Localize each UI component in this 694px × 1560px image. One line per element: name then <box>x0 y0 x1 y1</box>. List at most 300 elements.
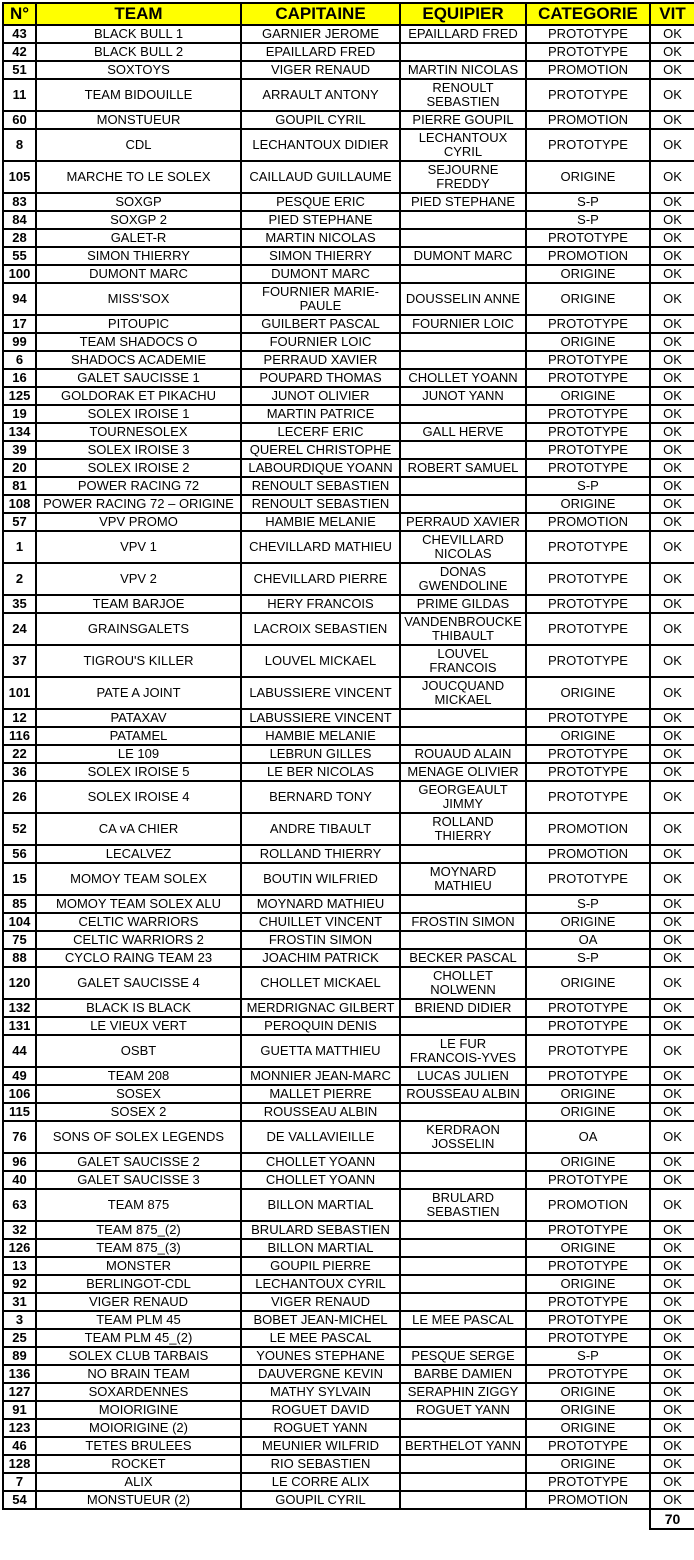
cell-vit: OK <box>650 423 694 441</box>
cell-team: TEAM 875_(2) <box>36 1221 241 1239</box>
table-row <box>3 1221 694 1239</box>
table-row <box>3 763 694 781</box>
cell-captain: RIO SEBASTIEN <box>241 1455 400 1473</box>
cell-teammate <box>400 1153 526 1171</box>
cell-category: PROTOTYPE <box>526 1473 650 1491</box>
cell-team: LE VIEUX VERT <box>36 1017 241 1035</box>
cell-captain: DUMONT MARC <box>241 265 400 283</box>
cell-num: 123 <box>3 1419 36 1437</box>
cell-vit: OK <box>650 563 694 595</box>
cell-category: PROTOTYPE <box>526 1329 650 1347</box>
cell-vit: OK <box>650 845 694 863</box>
cell-team: PITOUPIC <box>36 315 241 333</box>
cell-vit: OK <box>650 1189 694 1221</box>
cell-team: GALET SAUCISSE 3 <box>36 1171 241 1189</box>
cell-num: 44 <box>3 1035 36 1067</box>
cell-vit: OK <box>650 265 694 283</box>
cell-category: PROTOTYPE <box>526 43 650 61</box>
table-row <box>3 1437 694 1455</box>
cell-captain: BILLON MARTIAL <box>241 1239 400 1257</box>
cell-teammate: MOYNARD MATHIEU <box>400 863 526 895</box>
cell-category: ORIGINE <box>526 967 650 999</box>
cell-captain: ROUSSEAU ALBIN <box>241 1103 400 1121</box>
cell-teammate <box>400 211 526 229</box>
cell-num: 88 <box>3 949 36 967</box>
cell-teammate <box>400 1491 526 1509</box>
table-row <box>3 1189 694 1221</box>
cell-vit: OK <box>650 677 694 709</box>
cell-num: 6 <box>3 351 36 369</box>
cell-num: 120 <box>3 967 36 999</box>
table-row <box>3 43 694 61</box>
cell-category: ORIGINE <box>526 1085 650 1103</box>
cell-teammate <box>400 1329 526 1347</box>
cell-category: PROMOTION <box>526 813 650 845</box>
table-row <box>3 1103 694 1121</box>
table-row <box>3 387 694 405</box>
cell-vit: OK <box>650 43 694 61</box>
cell-vit: OK <box>650 1017 694 1035</box>
cell-vit: OK <box>650 949 694 967</box>
table-row <box>3 369 694 387</box>
cell-category: PROTOTYPE <box>526 369 650 387</box>
cell-category: PROTOTYPE <box>526 441 650 459</box>
table-row <box>3 949 694 967</box>
cell-num: 26 <box>3 781 36 813</box>
table-row <box>3 283 694 315</box>
table-row <box>3 25 694 43</box>
cell-vit: OK <box>650 1221 694 1239</box>
cell-teammate <box>400 477 526 495</box>
cell-teammate: PIERRE GOUPIL <box>400 111 526 129</box>
cell-vit: OK <box>650 931 694 949</box>
cell-vit: OK <box>650 895 694 913</box>
table-row <box>3 781 694 813</box>
cell-captain: MEUNIER WILFRID <box>241 1437 400 1455</box>
cell-teammate: ROUAUD ALAIN <box>400 745 526 763</box>
cell-teammate: LECHANTOUX CYRIL <box>400 129 526 161</box>
cell-team: CA vA CHIER <box>36 813 241 845</box>
cell-vit: OK <box>650 351 694 369</box>
cell-teammate <box>400 1221 526 1239</box>
cell-category: PROTOTYPE <box>526 1437 650 1455</box>
cell-team: TOURNESOLEX <box>36 423 241 441</box>
cell-vit: OK <box>650 513 694 531</box>
cell-team: POWER RACING 72 <box>36 477 241 495</box>
cell-team: PATAMEL <box>36 727 241 745</box>
cell-teammate <box>400 1275 526 1293</box>
cell-captain: POUPARD THOMAS <box>241 369 400 387</box>
cell-num: 81 <box>3 477 36 495</box>
cell-teammate: GALL HERVE <box>400 423 526 441</box>
cell-team: SOLEX IROISE 1 <box>36 405 241 423</box>
cell-category: ORIGINE <box>526 1401 650 1419</box>
table-row <box>3 129 694 161</box>
cell-team: VPV PROMO <box>36 513 241 531</box>
cell-num: 39 <box>3 441 36 459</box>
cell-num: 101 <box>3 677 36 709</box>
cell-num: 42 <box>3 43 36 61</box>
table-row <box>3 845 694 863</box>
cell-captain: YOUNES STEPHANE <box>241 1347 400 1365</box>
cell-vit: OK <box>650 111 694 129</box>
cell-category: PROMOTION <box>526 513 650 531</box>
cell-team: ALIX <box>36 1473 241 1491</box>
cell-teammate <box>400 1473 526 1491</box>
cell-captain: CHEVILLARD PIERRE <box>241 563 400 595</box>
cell-captain: ROGUET DAVID <box>241 1401 400 1419</box>
cell-num: 22 <box>3 745 36 763</box>
cell-team: SOLEX IROISE 5 <box>36 763 241 781</box>
cell-vit: OK <box>650 645 694 677</box>
cell-team: TEAM PLM 45_(2) <box>36 1329 241 1347</box>
cell-team: CDL <box>36 129 241 161</box>
cell-vit: OK <box>650 709 694 727</box>
cell-teammate: DUMONT MARC <box>400 247 526 265</box>
cell-num: 105 <box>3 161 36 193</box>
cell-num: 35 <box>3 595 36 613</box>
cell-category: PROTOTYPE <box>526 25 650 43</box>
cell-team: CELTIC WARRIORS 2 <box>36 931 241 949</box>
cell-vit: OK <box>650 283 694 315</box>
cell-num: 63 <box>3 1189 36 1221</box>
table-row <box>3 513 694 531</box>
table-row <box>3 1153 694 1171</box>
cell-category: S-P <box>526 949 650 967</box>
cell-vit: OK <box>650 229 694 247</box>
cell-captain: MOYNARD MATHIEU <box>241 895 400 913</box>
cell-num: 84 <box>3 211 36 229</box>
cell-captain: DAUVERGNE KEVIN <box>241 1365 400 1383</box>
cell-vit: OK <box>650 613 694 645</box>
cell-teammate <box>400 405 526 423</box>
cell-teammate: CHEVILLARD NICOLAS <box>400 531 526 563</box>
cell-team: GALET SAUCISSE 1 <box>36 369 241 387</box>
cell-category: PROTOTYPE <box>526 763 650 781</box>
cell-category: PROTOTYPE <box>526 595 650 613</box>
table-row <box>3 211 694 229</box>
cell-num: 100 <box>3 265 36 283</box>
footer-spacer <box>3 1509 650 1529</box>
cell-vit: OK <box>650 1275 694 1293</box>
cell-team: GOLDORAK ET PIKACHU <box>36 387 241 405</box>
table-row <box>3 111 694 129</box>
cell-num: 52 <box>3 813 36 845</box>
cell-num: 136 <box>3 1365 36 1383</box>
cell-team: GALET SAUCISSE 2 <box>36 1153 241 1171</box>
cell-num: 85 <box>3 895 36 913</box>
cell-teammate: BRIEND DIDIER <box>400 999 526 1017</box>
cell-num: 12 <box>3 709 36 727</box>
cell-teammate <box>400 895 526 913</box>
cell-teammate: LUCAS JULIEN <box>400 1067 526 1085</box>
cell-captain: LE CORRE ALIX <box>241 1473 400 1491</box>
cell-vit: OK <box>650 1491 694 1509</box>
cell-vit: OK <box>650 369 694 387</box>
table-row <box>3 1311 694 1329</box>
cell-teammate <box>400 727 526 745</box>
cell-teammate: KERDRAON JOSSELIN <box>400 1121 526 1153</box>
cell-vit: OK <box>650 333 694 351</box>
cell-num: 76 <box>3 1121 36 1153</box>
cell-team: PATE A JOINT <box>36 677 241 709</box>
cell-category: ORIGINE <box>526 1419 650 1437</box>
cell-captain: ANDRE TIBAULT <box>241 813 400 845</box>
cell-vit: OK <box>650 781 694 813</box>
table-row <box>3 1329 694 1347</box>
cell-teammate: BERTHELOT YANN <box>400 1437 526 1455</box>
cell-num: 89 <box>3 1347 36 1365</box>
cell-vit: OK <box>650 315 694 333</box>
table-row <box>3 863 694 895</box>
cell-num: 94 <box>3 283 36 315</box>
cell-team: SOXARDENNES <box>36 1383 241 1401</box>
cell-vit: OK <box>650 745 694 763</box>
table-row <box>3 645 694 677</box>
cell-category: PROTOTYPE <box>526 1017 650 1035</box>
cell-team: CYCLO RAING TEAM 23 <box>36 949 241 967</box>
cell-captain: BERNARD TONY <box>241 781 400 813</box>
table-row <box>3 1419 694 1437</box>
cell-team: GALET-R <box>36 229 241 247</box>
cell-vit: OK <box>650 477 694 495</box>
column-header-teammate: EQUIPIER <box>400 3 526 25</box>
cell-captain: ROGUET YANN <box>241 1419 400 1437</box>
cell-category: PROTOTYPE <box>526 423 650 441</box>
cell-captain: RENOULT SEBASTIEN <box>241 477 400 495</box>
cell-category: S-P <box>526 211 650 229</box>
table-row <box>3 1455 694 1473</box>
cell-team: SOLEX IROISE 3 <box>36 441 241 459</box>
cell-captain: HAMBIE MELANIE <box>241 727 400 745</box>
cell-vit: OK <box>650 1067 694 1085</box>
table-row <box>3 931 694 949</box>
cell-vit: OK <box>650 1437 694 1455</box>
cell-team: BLACK BULL 1 <box>36 25 241 43</box>
cell-captain: LE MEE PASCAL <box>241 1329 400 1347</box>
table-row <box>3 405 694 423</box>
cell-category: ORIGINE <box>526 677 650 709</box>
cell-category: ORIGINE <box>526 283 650 315</box>
cell-vit: OK <box>650 1383 694 1401</box>
cell-team: SOLEX CLUB TARBAIS <box>36 1347 241 1365</box>
table-row <box>3 895 694 913</box>
cell-vit: OK <box>650 25 694 43</box>
cell-category: PROTOTYPE <box>526 1067 650 1085</box>
cell-category: PROTOTYPE <box>526 563 650 595</box>
cell-teammate: LOUVEL FRANCOIS <box>400 645 526 677</box>
cell-category: ORIGINE <box>526 495 650 513</box>
table-row <box>3 333 694 351</box>
cell-captain: CHOLLET MICKAEL <box>241 967 400 999</box>
cell-team: TEAM SHADOCS O <box>36 333 241 351</box>
table-row <box>3 1401 694 1419</box>
cell-team: LE 109 <box>36 745 241 763</box>
cell-num: 3 <box>3 1311 36 1329</box>
cell-team: ROCKET <box>36 1455 241 1473</box>
cell-vit: OK <box>650 1401 694 1419</box>
table-row <box>3 1293 694 1311</box>
table-row <box>3 459 694 477</box>
cell-vit: OK <box>650 1365 694 1383</box>
cell-teammate: RENOULT SEBASTIEN <box>400 79 526 111</box>
cell-vit: OK <box>650 247 694 265</box>
cell-teammate <box>400 333 526 351</box>
cell-captain: GARNIER JEROME <box>241 25 400 43</box>
cell-teammate <box>400 441 526 459</box>
cell-num: 126 <box>3 1239 36 1257</box>
cell-team: GALET SAUCISSE 4 <box>36 967 241 999</box>
cell-teammate <box>400 229 526 247</box>
cell-num: 125 <box>3 387 36 405</box>
cell-teammate: SERAPHIN ZIGGY <box>400 1383 526 1401</box>
cell-team: MONSTUEUR <box>36 111 241 129</box>
cell-teammate <box>400 43 526 61</box>
cell-category: PROTOTYPE <box>526 1171 650 1189</box>
cell-captain: FOURNIER MARIE-PAULE <box>241 283 400 315</box>
cell-team: SOSEX 2 <box>36 1103 241 1121</box>
cell-teammate: CHOLLET YOANN <box>400 369 526 387</box>
cell-num: 11 <box>3 79 36 111</box>
column-header-vit: VIT <box>650 3 694 25</box>
table-row <box>3 563 694 595</box>
cell-category: PROMOTION <box>526 845 650 863</box>
cell-category: ORIGINE <box>526 161 650 193</box>
cell-team: MISS'SOX <box>36 283 241 315</box>
table-row <box>3 613 694 645</box>
cell-captain: JOACHIM PATRICK <box>241 949 400 967</box>
table-row <box>3 677 694 709</box>
cell-captain: LECHANTOUX CYRIL <box>241 1275 400 1293</box>
cell-captain: HERY FRANCOIS <box>241 595 400 613</box>
cell-team: CELTIC WARRIORS <box>36 913 241 931</box>
cell-num: 132 <box>3 999 36 1017</box>
cell-captain: CHOLLET YOANN <box>241 1171 400 1189</box>
cell-num: 54 <box>3 1491 36 1509</box>
column-header-team: TEAM <box>36 3 241 25</box>
cell-num: 134 <box>3 423 36 441</box>
table-row <box>3 1017 694 1035</box>
cell-captain: SIMON THIERRY <box>241 247 400 265</box>
cell-captain: QUEREL CHRISTOPHE <box>241 441 400 459</box>
cell-num: 24 <box>3 613 36 645</box>
cell-vit: OK <box>650 1419 694 1437</box>
cell-captain: HAMBIE MELANIE <box>241 513 400 531</box>
cell-num: 19 <box>3 405 36 423</box>
cell-team: MOIORIGINE <box>36 1401 241 1419</box>
table-row <box>3 61 694 79</box>
cell-num: 127 <box>3 1383 36 1401</box>
table-row <box>3 161 694 193</box>
cell-team: POWER RACING 72 – ORIGINE <box>36 495 241 513</box>
cell-category: PROTOTYPE <box>526 1293 650 1311</box>
cell-category: ORIGINE <box>526 727 650 745</box>
cell-category: PROTOTYPE <box>526 351 650 369</box>
cell-category: ORIGINE <box>526 1383 650 1401</box>
cell-teammate: DONAS GWENDOLINE <box>400 563 526 595</box>
cell-category: PROTOTYPE <box>526 863 650 895</box>
cell-team: MOMOY TEAM SOLEX ALU <box>36 895 241 913</box>
cell-teammate: EPAILLARD FRED <box>400 25 526 43</box>
cell-num: 104 <box>3 913 36 931</box>
column-header-captain: CAPITAINE <box>241 3 400 25</box>
cell-captain: PIED STEPHANE <box>241 211 400 229</box>
cell-vit: OK <box>650 1103 694 1121</box>
cell-category: ORIGINE <box>526 265 650 283</box>
cell-captain: LECERF ERIC <box>241 423 400 441</box>
cell-captain: JUNOT OLIVIER <box>241 387 400 405</box>
cell-team: SOLEX IROISE 2 <box>36 459 241 477</box>
column-header-category: CATEGORIE <box>526 3 650 25</box>
cell-team: VIGER RENAUD <box>36 1293 241 1311</box>
cell-team: DUMONT MARC <box>36 265 241 283</box>
cell-category: ORIGINE <box>526 913 650 931</box>
cell-teammate: CHOLLET NOLWENN <box>400 967 526 999</box>
cell-num: 25 <box>3 1329 36 1347</box>
cell-category: S-P <box>526 1347 650 1365</box>
cell-team: BLACK BULL 2 <box>36 43 241 61</box>
cell-teammate <box>400 1239 526 1257</box>
cell-teammate: FROSTIN SIMON <box>400 913 526 931</box>
cell-team: TETES BRULEES <box>36 1437 241 1455</box>
cell-teammate <box>400 1293 526 1311</box>
cell-teammate <box>400 931 526 949</box>
cell-team: MOIORIGINE (2) <box>36 1419 241 1437</box>
table-row <box>3 495 694 513</box>
cell-captain: RENOULT SEBASTIEN <box>241 495 400 513</box>
cell-team: SOLEX IROISE 4 <box>36 781 241 813</box>
cell-category: S-P <box>526 895 650 913</box>
cell-captain: PEROQUIN DENIS <box>241 1017 400 1035</box>
table-row <box>3 229 694 247</box>
cell-captain: GOUPIL CYRIL <box>241 1491 400 1509</box>
cell-captain: LABUSSIERE VINCENT <box>241 677 400 709</box>
cell-category: PROMOTION <box>526 61 650 79</box>
cell-num: 92 <box>3 1275 36 1293</box>
header-row <box>3 3 694 25</box>
cell-teammate: LE FUR FRANCOIS-YVES <box>400 1035 526 1067</box>
cell-num: 131 <box>3 1017 36 1035</box>
teams-roster-table <box>2 2 694 1530</box>
cell-vit: OK <box>650 79 694 111</box>
cell-teammate: ROUSSEAU ALBIN <box>400 1085 526 1103</box>
cell-vit: OK <box>650 129 694 161</box>
table-row <box>3 1035 694 1067</box>
cell-num: 15 <box>3 863 36 895</box>
cell-category: ORIGINE <box>526 1455 650 1473</box>
cell-captain: CAILLAUD GUILLAUME <box>241 161 400 193</box>
cell-category: ORIGINE <box>526 1275 650 1293</box>
cell-team: SOXGP <box>36 193 241 211</box>
cell-category: PROMOTION <box>526 247 650 265</box>
cell-captain: LECHANTOUX DIDIER <box>241 129 400 161</box>
cell-captain: LABOURDIQUE YOANN <box>241 459 400 477</box>
cell-teammate <box>400 1455 526 1473</box>
cell-vit: OK <box>650 1347 694 1365</box>
cell-teammate: PESQUE SERGE <box>400 1347 526 1365</box>
cell-vit: OK <box>650 967 694 999</box>
table-row <box>3 315 694 333</box>
cell-captain: VIGER RENAUD <box>241 1293 400 1311</box>
cell-num: 83 <box>3 193 36 211</box>
table-row <box>3 727 694 745</box>
cell-captain: BILLON MARTIAL <box>241 1189 400 1221</box>
cell-team: VPV 2 <box>36 563 241 595</box>
cell-captain: DE VALLAVIEILLE <box>241 1121 400 1153</box>
cell-category: PROTOTYPE <box>526 459 650 477</box>
cell-vit: OK <box>650 387 694 405</box>
cell-captain: BRULARD SEBASTIEN <box>241 1221 400 1239</box>
